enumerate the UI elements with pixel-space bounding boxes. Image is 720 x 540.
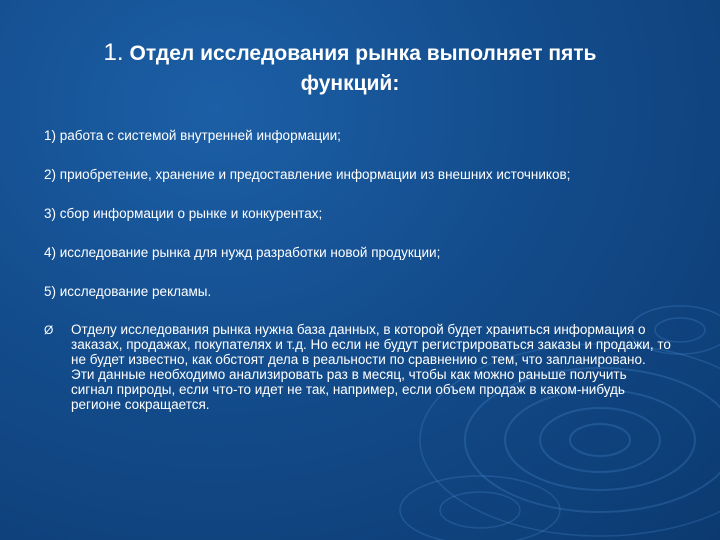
list-item: 4) исследование рынка для нужд разработки новой продукции;: [44, 245, 441, 260]
slide-title: [60, 38, 640, 99]
arrow-bullet-icon: Ø: [44, 323, 54, 337]
database-note-text: Отделу исследования рынка нужна база данных, в которой будет храниться информация о заказах, продажах, покупателях и т.д. Но если не будут регистрироваться заказы и продажи, то не будет известно, как обстоят дела в реальности по сравнению с тем, что запланировано. Эти данные необходимо анализировать раз в месяц, чтобы как можно раньше получить сигнал природы, если что-то идет не так, например, если объем продаж в каком-нибудь регионе сокращается.: [71, 322, 671, 412]
title-text: Отдел исследования рынка выполняет пять функций:: [129, 42, 597, 95]
list-item: 2) приобретение, хранение и предоставление информации из внешних источников;: [44, 167, 571, 182]
list-item: 5) исследование рекламы.: [44, 284, 212, 299]
title-number: 1.: [103, 39, 124, 66]
list-item: 1) работа с системой внутренней информации;: [44, 128, 341, 143]
database-note: [44, 322, 674, 412]
function-list: [44, 128, 704, 323]
list-item: 3) сбор информации о рынке и конкурентах;: [44, 206, 323, 221]
